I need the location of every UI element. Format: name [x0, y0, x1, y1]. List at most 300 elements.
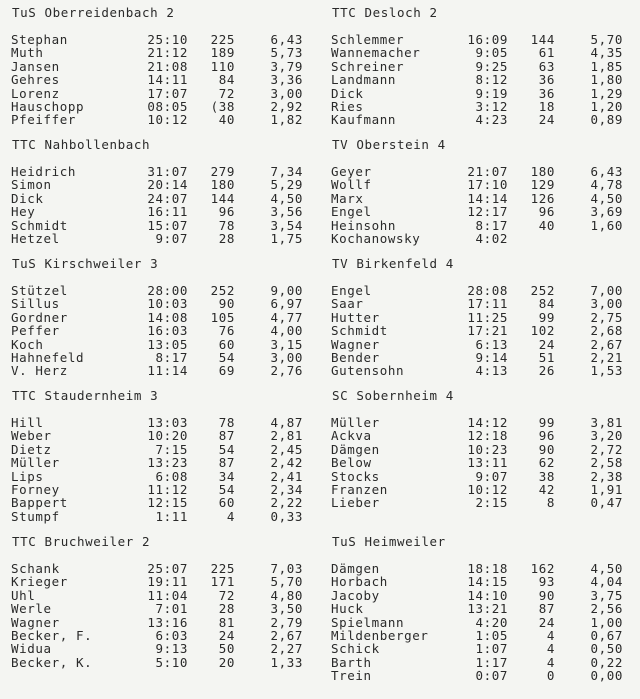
player-name: Schmidt — [11, 217, 68, 233]
player-record: 4:20 — [475, 614, 508, 630]
player-record: 9:07 — [155, 230, 188, 246]
player-average: 1,20 — [590, 98, 623, 114]
player-average: 2,45 — [270, 441, 303, 457]
player-list — [320, 416, 640, 510]
player-record: 12:17 — [467, 204, 508, 220]
player-average: 3,56 — [270, 204, 303, 220]
player-row — [0, 73, 320, 86]
player-average: 0,00 — [590, 668, 623, 684]
player-row — [0, 338, 320, 351]
player-average: 0,67 — [590, 627, 623, 643]
player-average: 3,54 — [270, 217, 303, 233]
player-average: 1,33 — [270, 654, 303, 670]
player-average: 3,81 — [590, 415, 623, 430]
player-record: 10:12 — [467, 481, 508, 497]
player-average: 3,69 — [590, 204, 623, 220]
player-record: 17:11 — [467, 296, 508, 312]
player-average: 3,15 — [270, 336, 303, 352]
player-points: 69 — [218, 363, 235, 379]
player-record: 14:12 — [467, 415, 508, 430]
player-points: 60 — [218, 336, 235, 352]
player-row — [320, 629, 640, 642]
player-average: 2,27 — [270, 641, 303, 657]
player-row — [0, 642, 320, 655]
player-name: Stocks — [331, 468, 380, 484]
player-name: Gutensohn — [331, 363, 405, 379]
player-record: 13:16 — [147, 614, 188, 630]
player-name: Widua — [11, 641, 52, 657]
player-row — [320, 297, 640, 310]
player-name: Wannemacher — [331, 45, 421, 61]
player-points: 84 — [538, 296, 555, 312]
player-average: 6,43 — [590, 164, 623, 179]
player-average: 4,78 — [590, 177, 623, 193]
player-average: 1,80 — [590, 72, 623, 88]
player-average: 4,80 — [270, 587, 303, 603]
player-points: 76 — [218, 323, 235, 339]
player-name: Wagner — [331, 336, 380, 352]
player-row — [320, 232, 640, 245]
player-average: 1,29 — [590, 85, 623, 101]
player-name: Krieger — [11, 574, 68, 590]
player-row — [0, 616, 320, 629]
player-average: 2,21 — [590, 349, 623, 365]
player-name: Hetzel — [11, 230, 60, 246]
player-name: Stützel — [11, 283, 68, 298]
player-average: 5,29 — [270, 177, 303, 193]
player-row — [0, 562, 320, 575]
player-record: 12:15 — [147, 495, 188, 511]
player-list — [0, 165, 320, 245]
player-points: 60 — [218, 495, 235, 511]
player-record: 4:13 — [475, 363, 508, 379]
player-row — [0, 165, 320, 178]
player-name: Dämgen — [331, 441, 380, 457]
player-name: Lieber — [331, 495, 380, 511]
player-record: 5:10 — [155, 654, 188, 670]
player-name: Dick — [331, 85, 364, 101]
player-points: 78 — [218, 217, 235, 233]
player-name: Landmann — [331, 72, 397, 88]
player-row — [0, 324, 320, 337]
player-record: 18:18 — [467, 561, 508, 576]
player-row — [320, 165, 640, 178]
player-row — [320, 113, 640, 126]
player-record: 1:11 — [155, 508, 188, 524]
player-record: 17:21 — [467, 323, 508, 339]
player-record: 10:12 — [147, 112, 188, 128]
player-record: 9:05 — [475, 45, 508, 61]
team-name: TTC Nahbollenbach — [12, 137, 151, 152]
player-list — [0, 416, 320, 523]
player-record: 11:04 — [147, 587, 188, 603]
player-name: Simon — [11, 177, 52, 193]
player-name: Bender — [331, 349, 380, 365]
player-row — [0, 629, 320, 642]
player-record: 16:09 — [467, 32, 508, 47]
player-average: 2,56 — [590, 601, 623, 617]
player-record: 2:15 — [475, 495, 508, 511]
player-average: 7,03 — [270, 561, 303, 576]
player-average: 5,70 — [270, 574, 303, 590]
player-record: 31:07 — [147, 164, 188, 179]
player-row — [320, 311, 640, 324]
player-points: 252 — [530, 283, 555, 298]
player-points: 189 — [210, 45, 235, 61]
player-points: 87 — [538, 601, 555, 617]
player-average: 4,35 — [590, 45, 623, 61]
player-points: 171 — [210, 574, 235, 590]
player-name: Below — [331, 455, 372, 471]
player-points: 34 — [218, 468, 235, 484]
team-name: TV Birkenfeld 4 — [332, 256, 454, 271]
player-row — [0, 470, 320, 483]
player-points: 225 — [210, 32, 235, 47]
player-points: 4 — [546, 654, 555, 670]
player-average: 5,73 — [270, 45, 303, 61]
player-average: 0,47 — [590, 495, 623, 511]
player-average: 2,76 — [270, 363, 303, 379]
player-name: Uhl — [11, 587, 36, 603]
player-list — [320, 284, 640, 378]
player-row — [0, 87, 320, 100]
player-average: 2,41 — [270, 468, 303, 484]
player-row — [0, 297, 320, 310]
player-record: 13:23 — [147, 455, 188, 471]
player-list — [0, 562, 320, 669]
player-average: 9,00 — [270, 283, 303, 298]
player-average: 1,82 — [270, 112, 303, 128]
player-record: 8:17 — [475, 217, 508, 233]
player-record: 10:23 — [467, 441, 508, 457]
player-row — [0, 589, 320, 602]
player-points: 129 — [530, 177, 555, 193]
player-name: Werle — [11, 601, 52, 617]
player-name: Mildenberger — [331, 627, 429, 643]
player-record: 10:03 — [147, 296, 188, 312]
player-average: 2,22 — [270, 495, 303, 511]
player-average: 3,50 — [270, 601, 303, 617]
player-record: 25:07 — [147, 561, 188, 576]
player-name: Müller — [331, 415, 380, 430]
player-record: 7:15 — [155, 441, 188, 457]
player-average: 0,22 — [590, 654, 623, 670]
player-record: 21:08 — [147, 58, 188, 74]
player-points: 144 — [530, 32, 555, 47]
player-record: 13:21 — [467, 601, 508, 617]
player-row — [0, 100, 320, 113]
player-average: 1,85 — [590, 58, 623, 74]
player-points: 24 — [538, 614, 555, 630]
player-row — [0, 46, 320, 59]
player-record: 17:07 — [147, 85, 188, 101]
player-row — [0, 443, 320, 456]
player-name: Horbach — [331, 574, 388, 590]
player-points: 28 — [218, 601, 235, 617]
player-name: Geyer — [331, 164, 372, 179]
team-name: TTC Staudernheim 3 — [12, 388, 159, 403]
player-average: 4,50 — [590, 561, 623, 576]
player-record: 12:18 — [467, 428, 508, 444]
player-row — [320, 429, 640, 442]
player-row — [0, 232, 320, 245]
player-row — [320, 416, 640, 429]
player-points: 144 — [210, 190, 235, 206]
player-row — [320, 87, 640, 100]
player-record: 4:23 — [475, 112, 508, 128]
player-record: 6:08 — [155, 468, 188, 484]
player-points: 20 — [218, 654, 235, 670]
player-points: 63 — [538, 58, 555, 74]
player-average: 6,43 — [270, 32, 303, 47]
player-average: 0,50 — [590, 641, 623, 657]
player-row — [0, 60, 320, 73]
player-name: Kaufmann — [331, 112, 397, 128]
player-record: 17:10 — [467, 177, 508, 193]
player-record: 28:08 — [467, 283, 508, 298]
player-points: 102 — [530, 323, 555, 339]
player-record: 16:03 — [147, 323, 188, 339]
player-average: 3,00 — [270, 349, 303, 365]
player-row — [320, 589, 640, 602]
player-row — [320, 456, 640, 469]
player-row — [0, 456, 320, 469]
player-name: Stumpf — [11, 508, 60, 524]
player-name: Hill — [11, 415, 44, 430]
player-average: 0,33 — [270, 508, 303, 524]
player-row — [320, 602, 640, 615]
player-points: 18 — [538, 98, 555, 114]
player-name: Marx — [331, 190, 364, 206]
player-name: Becker, K. — [11, 654, 93, 670]
player-name: Muth — [11, 45, 44, 61]
player-average: 3,79 — [270, 58, 303, 74]
player-record: 11:14 — [147, 363, 188, 379]
player-name: Müller — [11, 455, 60, 471]
player-points: 54 — [218, 441, 235, 457]
player-points: 24 — [538, 336, 555, 352]
player-record: 13:05 — [147, 336, 188, 352]
player-name: V. Herz — [11, 363, 68, 379]
player-average: 1,60 — [590, 217, 623, 233]
player-name: Schlemmer — [331, 32, 405, 47]
team-name: TuS Oberreidenbach 2 — [12, 5, 175, 20]
player-points: 99 — [538, 309, 555, 325]
player-row — [320, 205, 640, 218]
player-average: 3,36 — [270, 72, 303, 88]
player-name: Hauschopp — [11, 98, 85, 114]
player-record: 11:25 — [467, 309, 508, 325]
player-name: Gehres — [11, 72, 60, 88]
player-name: Hutter — [331, 309, 380, 325]
player-points: 96 — [538, 428, 555, 444]
player-row — [320, 496, 640, 509]
player-average: 4,50 — [270, 190, 303, 206]
player-average: 2,58 — [590, 455, 623, 471]
player-average: 5,70 — [590, 32, 623, 47]
player-points: 26 — [538, 363, 555, 379]
team-name: TTC Desloch 2 — [332, 5, 438, 20]
player-name: Engel — [331, 204, 372, 220]
player-record: 8:12 — [475, 72, 508, 88]
player-row — [320, 60, 640, 73]
player-points: 180 — [530, 164, 555, 179]
player-points: 180 — [210, 177, 235, 193]
player-list — [320, 33, 640, 127]
player-average: 2,92 — [270, 98, 303, 114]
player-record: 9:19 — [475, 85, 508, 101]
player-points: 72 — [218, 587, 235, 603]
player-average: 3,00 — [270, 85, 303, 101]
player-name: Kochanowsky — [331, 230, 421, 246]
player-record: 14:14 — [467, 190, 508, 206]
player-name: Ackva — [331, 428, 372, 444]
player-name: Jansen — [11, 58, 60, 74]
player-record: 11:12 — [147, 481, 188, 497]
player-record: 1:07 — [475, 641, 508, 657]
player-points: 36 — [538, 85, 555, 101]
player-name: Ries — [331, 98, 364, 114]
player-average: 4,77 — [270, 309, 303, 325]
player-points: 99 — [538, 415, 555, 430]
player-average: 2,67 — [590, 336, 623, 352]
player-row — [0, 364, 320, 377]
player-points: 51 — [538, 349, 555, 365]
player-average: 4,00 — [270, 323, 303, 339]
player-points: 126 — [530, 190, 555, 206]
player-points: 24 — [538, 112, 555, 128]
player-points: 84 — [218, 72, 235, 88]
player-points: 8 — [546, 495, 555, 511]
player-points: 252 — [210, 283, 235, 298]
player-name: Schreiner — [331, 58, 405, 74]
player-row — [320, 100, 640, 113]
player-points: 105 — [210, 309, 235, 325]
player-average: 1,75 — [270, 230, 303, 246]
player-name: Stephan — [11, 32, 68, 47]
player-row — [320, 33, 640, 46]
player-average: 4,50 — [590, 190, 623, 206]
player-record: 14:11 — [147, 72, 188, 88]
player-row — [320, 192, 640, 205]
player-row — [320, 470, 640, 483]
player-points: 279 — [210, 164, 235, 179]
player-average: 2,79 — [270, 614, 303, 630]
player-average: 7,00 — [590, 283, 623, 298]
player-record: 14:08 — [147, 309, 188, 325]
player-points: 40 — [538, 217, 555, 233]
player-row — [320, 483, 640, 496]
player-record: 24:07 — [147, 190, 188, 206]
player-record: 13:11 — [467, 455, 508, 471]
player-name: Weber — [11, 428, 52, 444]
player-name: Pfeiffer — [11, 112, 77, 128]
player-points: 96 — [218, 204, 235, 220]
player-average: 7,34 — [270, 164, 303, 179]
team-name: TuS Heimweiler — [332, 534, 446, 549]
player-points: 81 — [218, 614, 235, 630]
player-average: 4,87 — [270, 415, 303, 430]
player-record: 16:11 — [147, 204, 188, 220]
player-row — [0, 656, 320, 669]
player-points: 50 — [218, 641, 235, 657]
player-row — [320, 669, 640, 682]
player-row — [320, 284, 640, 297]
player-record: 3:12 — [475, 98, 508, 114]
player-points: 28 — [218, 230, 235, 246]
player-row — [320, 562, 640, 575]
player-points: (38 — [210, 98, 235, 114]
player-record: 19:11 — [147, 574, 188, 590]
player-record: 15:07 — [147, 217, 188, 233]
player-record: 1:17 — [475, 654, 508, 670]
player-name: Trein — [331, 668, 372, 684]
player-row — [320, 73, 640, 86]
player-points: 93 — [538, 574, 555, 590]
player-row — [0, 602, 320, 615]
player-points: 61 — [538, 45, 555, 61]
player-record: 10:20 — [147, 428, 188, 444]
player-name: Engel — [331, 283, 372, 298]
player-record: 6:13 — [475, 336, 508, 352]
player-name: Schank — [11, 561, 60, 576]
player-average: 3,75 — [590, 587, 623, 603]
player-record: 28:00 — [147, 283, 188, 298]
player-record: 7:01 — [155, 601, 188, 617]
player-row — [320, 616, 640, 629]
player-name: Franzen — [331, 481, 388, 497]
player-name: Dick — [11, 190, 44, 206]
player-row — [320, 324, 640, 337]
player-row — [0, 311, 320, 324]
player-record: 14:10 — [467, 587, 508, 603]
player-points: 38 — [538, 468, 555, 484]
player-record: 1:05 — [475, 627, 508, 643]
player-row — [320, 364, 640, 377]
player-row — [0, 483, 320, 496]
player-average: 1,00 — [590, 614, 623, 630]
player-points: 87 — [218, 455, 235, 471]
player-row — [0, 496, 320, 509]
player-record: 9:14 — [475, 349, 508, 365]
player-row — [0, 429, 320, 442]
player-name: Huck — [331, 601, 364, 617]
player-name: Sillus — [11, 296, 60, 312]
player-row — [320, 351, 640, 364]
player-row — [320, 338, 640, 351]
player-row — [0, 575, 320, 588]
player-record: 25:10 — [147, 32, 188, 47]
player-record: 13:03 — [147, 415, 188, 430]
player-average: 2,81 — [270, 428, 303, 444]
team-name: TuS Kirschweiler 3 — [12, 256, 159, 271]
player-points: 225 — [210, 561, 235, 576]
player-record: 9:07 — [475, 468, 508, 484]
player-average: 3,00 — [590, 296, 623, 312]
player-average: 0,89 — [590, 112, 623, 128]
player-points: 110 — [210, 58, 235, 74]
player-average: 2,34 — [270, 481, 303, 497]
player-name: Bappert — [11, 495, 68, 511]
player-points: 54 — [218, 349, 235, 365]
player-points: 0 — [546, 668, 555, 684]
player-row — [320, 178, 640, 191]
team-name: TV Oberstein 4 — [332, 137, 446, 152]
player-average: 2,67 — [270, 627, 303, 643]
player-row — [0, 219, 320, 232]
player-average: 1,91 — [590, 481, 623, 497]
player-average: 1,53 — [590, 363, 623, 379]
